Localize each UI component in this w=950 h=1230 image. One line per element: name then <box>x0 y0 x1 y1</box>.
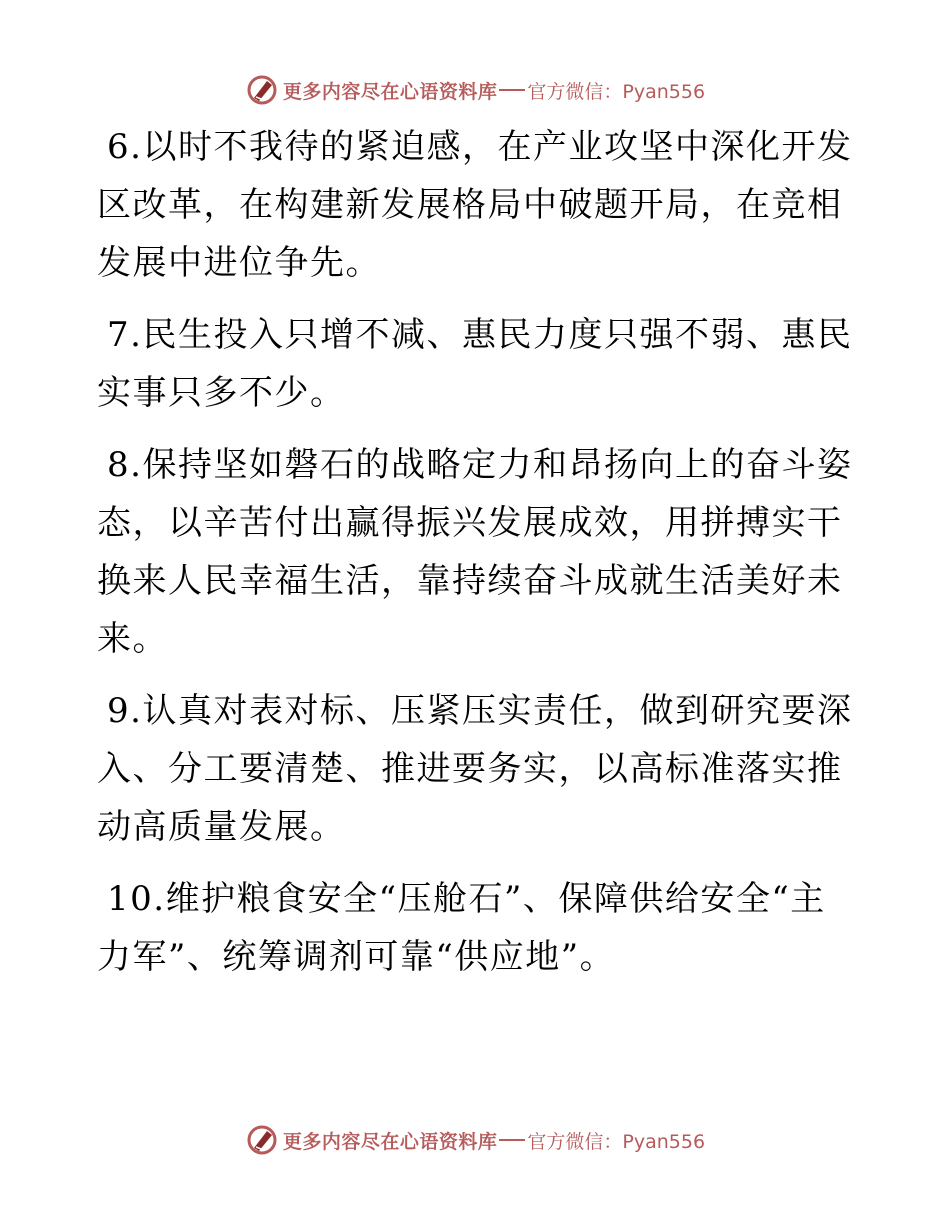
paragraph-6: 6.以时不我待的紧迫感，在产业攻坚中深化开发区改革，在构建新发展格局中破题开局，在竞相发展中进位争先。 <box>97 127 853 283</box>
paragraph-7: 7.民生投入只增不减、惠民力度只强不弱、惠民实事只多不少。 <box>97 315 853 413</box>
header-banner-title: 更多内容尽在心语资料库 <box>282 80 498 103</box>
paragraph-10: 10.维护粮食安全“压舱石”、保障供给安全“主力军”、统筹调剂可靠“供应地”。 <box>97 879 826 977</box>
footer-banner <box>0 1120 950 1160</box>
footer-banner-title: 更多内容尽在心语资料库 <box>282 1130 498 1153</box>
pen-nib-logo-icon <box>245 73 279 107</box>
footer-banner-dash <box>499 1139 525 1141</box>
paragraph-8: 8.保持坚如磐石的战略定力和昂扬向上的奋斗姿态，以辛苦付出赢得振兴发展成效，用拼搏实干换来人民幸福生活，靠持续奋斗成就生活美好未来。 <box>97 445 853 659</box>
header-banner-dash <box>499 89 525 91</box>
footer-banner-wechat: 官方微信：Pyan556 <box>527 1130 706 1153</box>
header-banner-wechat: 官方微信：Pyan556 <box>527 80 706 103</box>
header-banner <box>0 70 950 110</box>
pen-nib-logo-icon <box>245 1123 279 1157</box>
document-body <box>97 118 853 1000</box>
paragraph-9: 9.认真对表对标、压紧压实责任，做到研究要深入、分工要清楚、推进要务实，以高标准落实推动高质量发展。 <box>97 691 853 847</box>
